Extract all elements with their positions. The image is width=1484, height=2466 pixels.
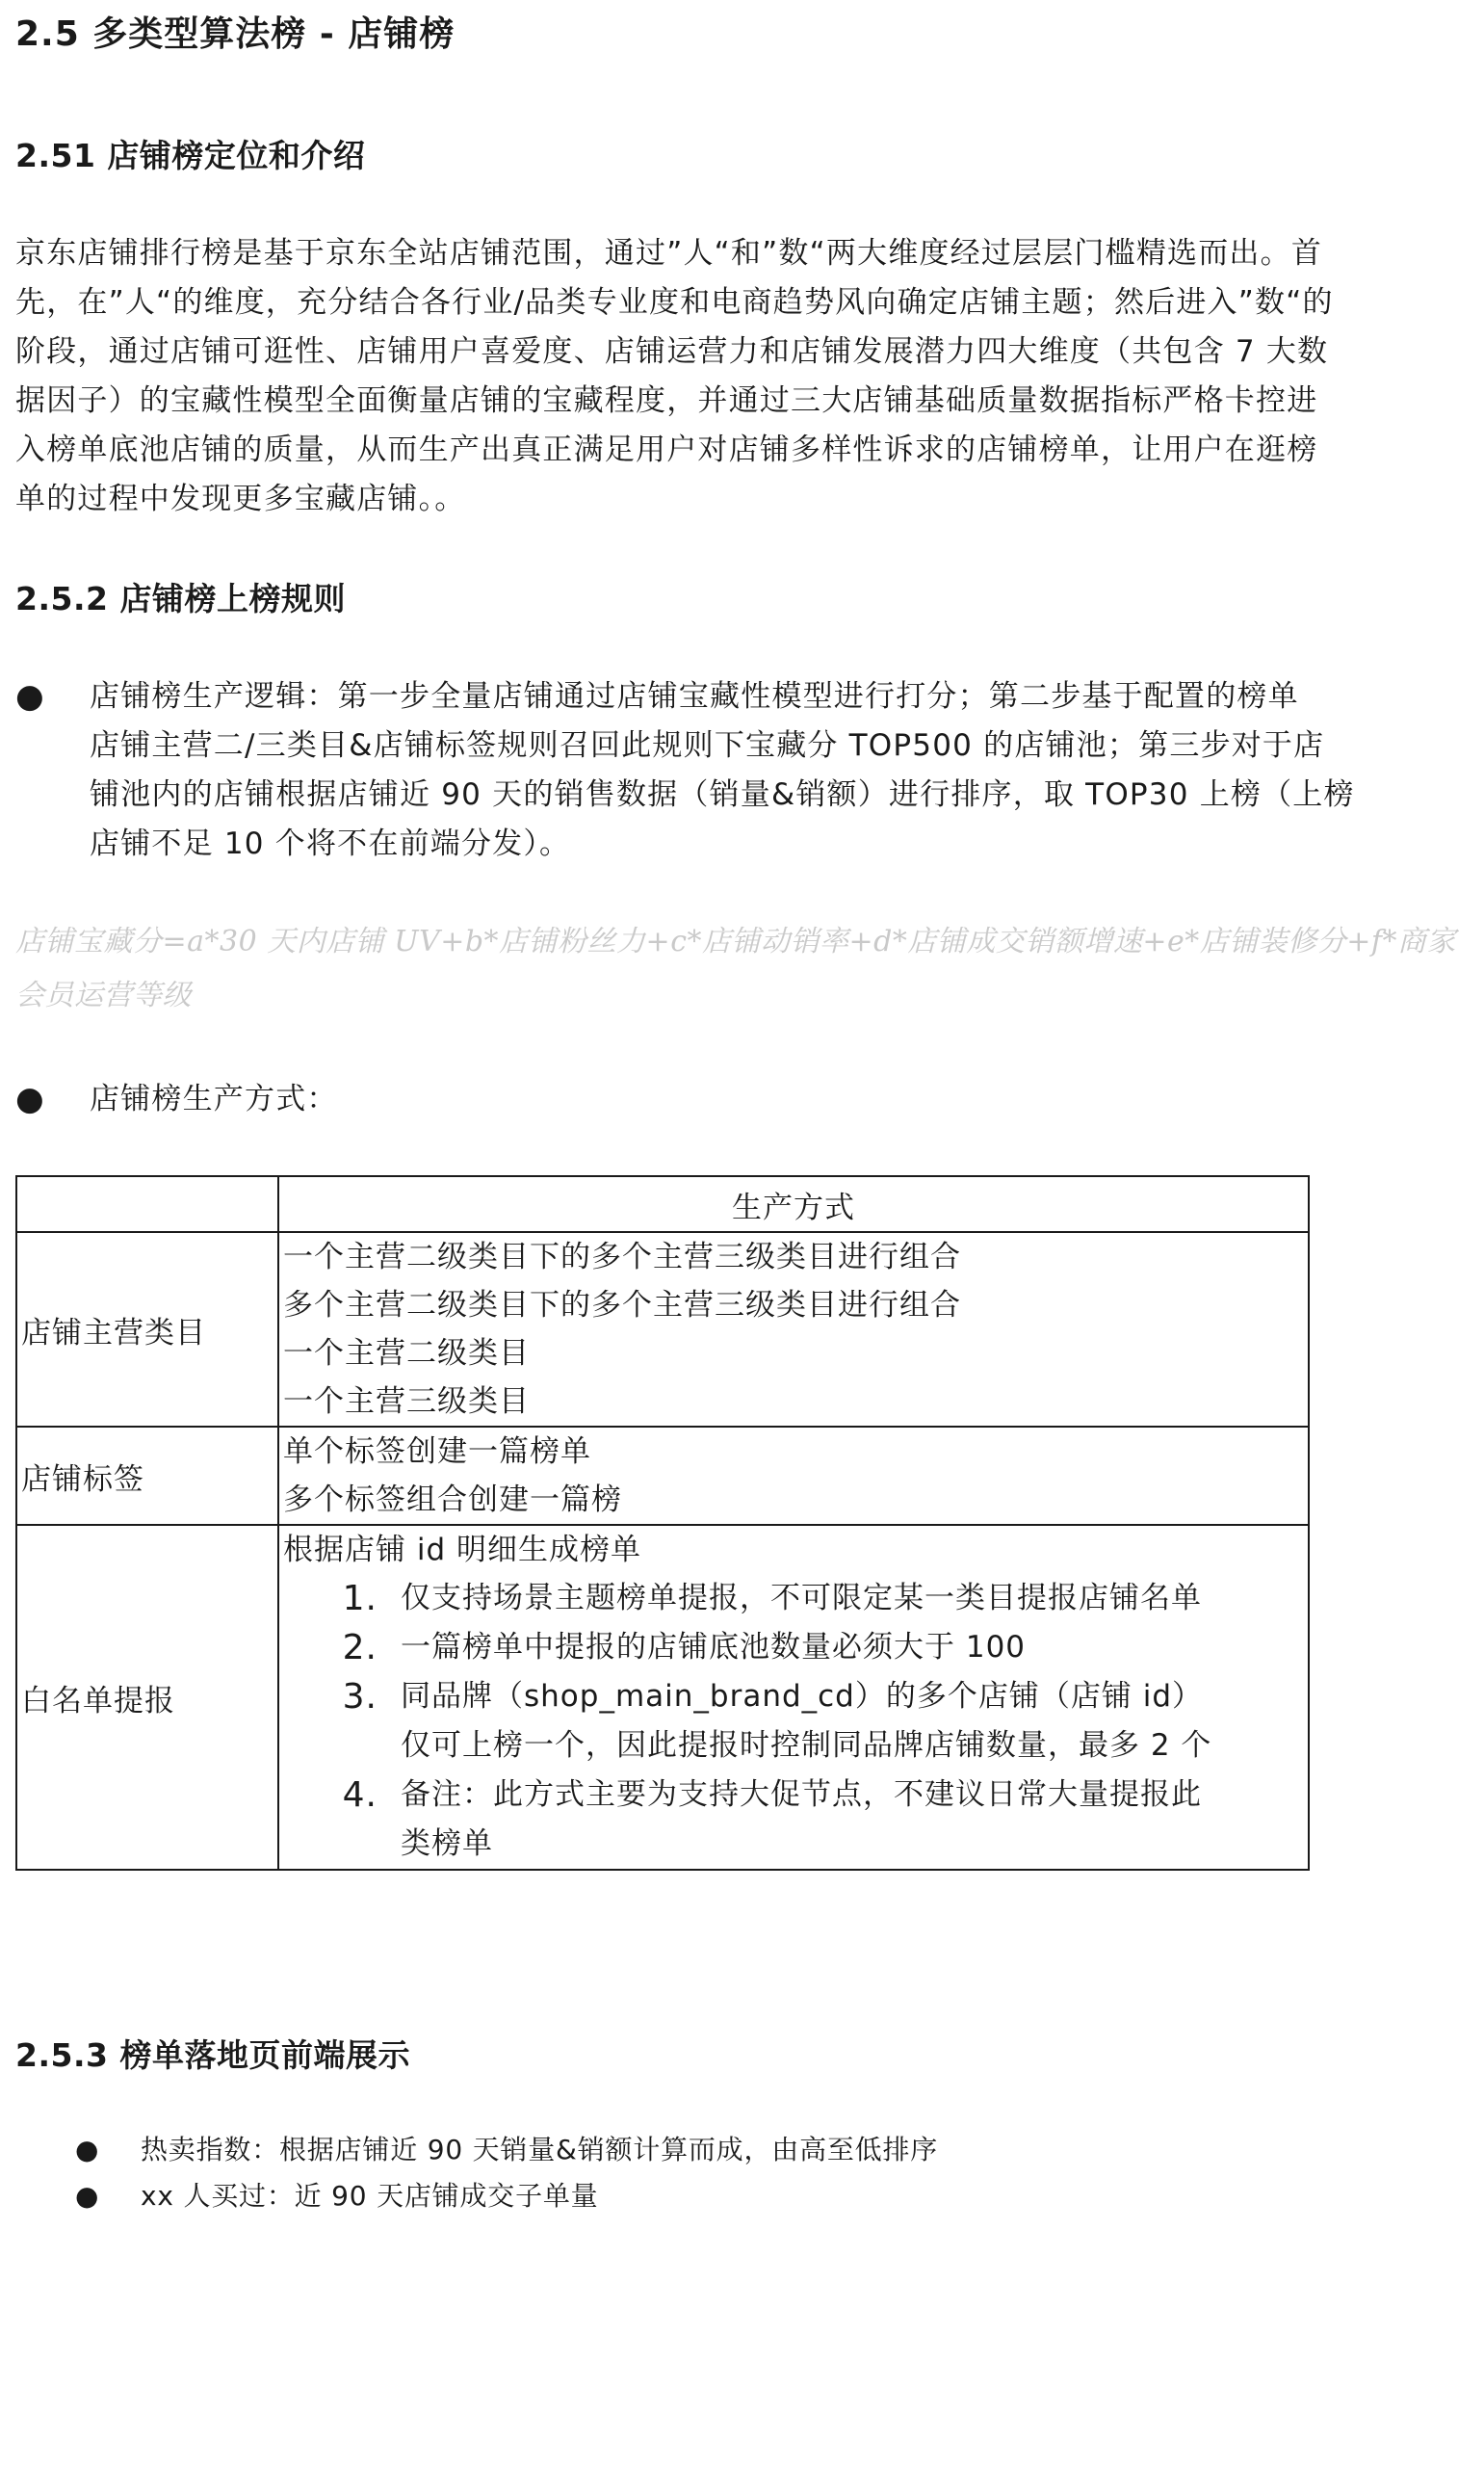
production-method-label: 店铺榜生产方式： bbox=[90, 1082, 338, 1116]
method-line: 多个标签组合创建一篇榜 bbox=[283, 1482, 622, 1517]
list-item bbox=[283, 1771, 1304, 1869]
intro-line: 先，在”人“的维度，充分结合各行业/品类专业度和电商趋势风向确定店铺主题；然后进入”数“的 bbox=[15, 285, 1334, 320]
production-logic bbox=[90, 672, 1467, 869]
bullet-icon: ● bbox=[75, 2180, 100, 2212]
logic-line: 店铺榜生产逻辑：第一步全量店铺通过店铺宝藏性模型进行打分；第二步基于配置的榜单 bbox=[90, 679, 1299, 714]
method-line: 单个标签创建一篇榜单 bbox=[283, 1434, 591, 1469]
list-item-text: 同品牌（shop_main_brand_cd）的多个店铺（店铺 id） bbox=[401, 1679, 1204, 1714]
section-title: 2.5 多类型算法榜 - 店铺榜 bbox=[15, 14, 456, 54]
heading-252: 2.5.2 店铺榜上榜规则 bbox=[15, 580, 346, 617]
method-line: 多个主营二级类目下的多个主营三级类目进行组合 bbox=[283, 1288, 961, 1323]
list-number: 3. bbox=[342, 1677, 378, 1717]
method-line: 一个主营二级类目下的多个主营三级类目进行组合 bbox=[283, 1240, 961, 1274]
list-item-text: 备注：此方式主要为支持大促节点，不建议日常大量提报此 bbox=[401, 1777, 1202, 1812]
list-item bbox=[283, 1623, 1304, 1672]
list-number: 2. bbox=[342, 1628, 378, 1667]
list-item-text: 仅支持场景主题榜单提报，不可限定某一类目提报店铺名单 bbox=[401, 1581, 1202, 1615]
list-item-text: 仅可上榜一个，因此提报时控制同品牌店铺数量，最多 2 个 bbox=[401, 1728, 1212, 1763]
table-header-empty bbox=[16, 1176, 278, 1232]
intro-paragraph bbox=[15, 229, 1465, 524]
logic-line: 店铺主营二/三类目&店铺标签规则召回此规则下宝藏分 TOP500 的店铺池；第三步对于店 bbox=[90, 728, 1325, 763]
bullet-icon: ● bbox=[75, 2134, 100, 2165]
method-line: 一个主营二级类目 bbox=[283, 1336, 530, 1371]
bought-count-item: xx 人买过：近 90 天店铺成交子单量 bbox=[141, 2180, 599, 2212]
intro-line: 单的过程中发现更多宝藏店铺。。 bbox=[15, 482, 466, 516]
intro-line: 阶段，通过店铺可逛性、店铺用户喜爱度、店铺运营力和店铺发展潜力四大维度（共包含 7 大数 bbox=[15, 334, 1329, 369]
list-item-text: 一篇榜单中提报的店铺底池数量必须大于 100 bbox=[401, 1630, 1027, 1665]
logic-line: 店铺不足 10 个将不在前端分发）。 bbox=[90, 826, 571, 861]
production-method-table bbox=[15, 1175, 1310, 1871]
formula-line: 店铺宝藏分=a*30 天内店铺 UV+b*店铺粉丝力+c*店铺动销率+d*店铺成交销额增速+e*店铺装修分+f*商家 bbox=[15, 925, 1456, 958]
heading-253: 2.5.3 榜单落地页前端展示 bbox=[15, 2036, 410, 2074]
intro-line: 京东店铺排行榜是基于京东全站店铺范围，通过”人“和”数“两大维度经过层层门槛精选而出。首 bbox=[15, 236, 1323, 271]
row-content bbox=[278, 1232, 1309, 1427]
bullet-icon: ● bbox=[15, 1080, 44, 1118]
table-header-cell: 生产方式 bbox=[278, 1176, 1309, 1232]
logic-line: 铺池内的店铺根据店铺近 90 天的销售数据（销量&销额）进行排序，取 TOP30 上榜（上榜 bbox=[90, 777, 1355, 812]
table-row bbox=[16, 1232, 1309, 1427]
list-number: 4. bbox=[342, 1775, 378, 1815]
list-item bbox=[283, 1672, 1304, 1771]
table-row bbox=[16, 1525, 1309, 1870]
row-label: 店铺标签 bbox=[16, 1427, 278, 1525]
intro-line: 据因子）的宝藏性模型全面衡量店铺的宝藏程度，并通过三大店铺基础质量数据指标严格卡控进 bbox=[15, 383, 1318, 418]
list-number: 1. bbox=[342, 1579, 378, 1618]
list-item bbox=[283, 1574, 1304, 1623]
row-content bbox=[278, 1427, 1309, 1525]
method-line: 一个主营三级类目 bbox=[283, 1384, 530, 1419]
hot-index-item: 热卖指数：根据店铺近 90 天销量&销额计算而成，由高至低排序 bbox=[141, 2134, 939, 2165]
table-row bbox=[16, 1427, 1309, 1525]
treasure-score-formula bbox=[15, 915, 1465, 1023]
row-label: 店铺主营类目 bbox=[16, 1232, 278, 1427]
intro-line: 入榜单底池店铺的质量，从而生产出真正满足用户对店铺多样性诉求的店铺榜单，让用户在逛榜 bbox=[15, 433, 1318, 467]
formula-line: 会员运营等级 bbox=[15, 979, 192, 1012]
table-header-row bbox=[16, 1176, 1309, 1232]
row-label: 白名单提报 bbox=[16, 1525, 278, 1870]
bullet-icon: ● bbox=[15, 677, 44, 716]
heading-251: 2.51 店铺榜定位和介绍 bbox=[15, 137, 366, 174]
row-content bbox=[278, 1525, 1309, 1870]
list-item-text: 类榜单 bbox=[401, 1826, 493, 1861]
method-line: 根据店铺 id 明细生成榜单 bbox=[283, 1533, 641, 1567]
